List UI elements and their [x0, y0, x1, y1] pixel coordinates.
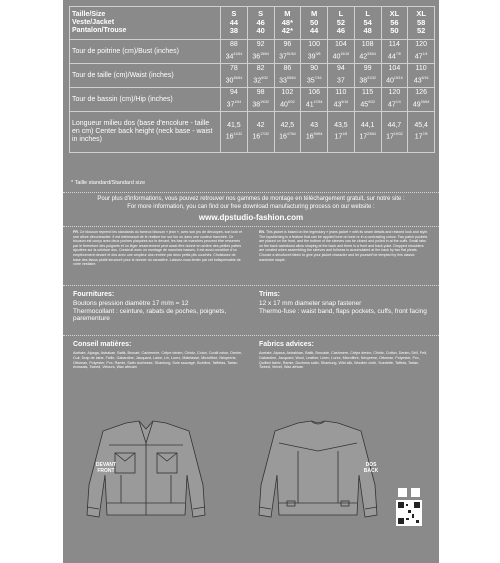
inch-whole: 43	[413, 77, 422, 85]
size-column-header	[274, 7, 301, 40]
info-fr: Pour plus d'informations, vous pouvez retrouver nos gammes de montage en téléchargement gratuit, sur notre site :	[97, 196, 405, 202]
header-label-line: Taille/Size	[72, 11, 106, 18]
cm-value: 78	[229, 65, 238, 73]
measurement-cell	[274, 40, 301, 64]
measurement-cell	[221, 40, 248, 64]
cm-value: 120	[415, 41, 427, 49]
inch-whole: 17	[334, 133, 343, 141]
inch-fraction: 59/64	[313, 132, 323, 137]
inch-whole: 45	[360, 101, 369, 109]
inch-value	[303, 74, 325, 86]
inch-value	[277, 74, 299, 86]
inch-whole: 41	[305, 101, 314, 109]
measurement-label: Tour de bassin (cm)/Hip (inches)	[70, 88, 221, 112]
cm-value: 44,7	[387, 121, 402, 129]
cm-value: 43	[310, 121, 319, 129]
inch-fraction: 33/64	[367, 51, 376, 56]
size-letter: L	[338, 9, 344, 19]
inch-value	[384, 50, 406, 62]
inch-value	[410, 98, 432, 110]
description-fr	[73, 230, 243, 267]
inch-value	[223, 74, 245, 86]
measurement-cell	[221, 112, 248, 153]
measurement-row	[70, 88, 435, 112]
back-caption-en: BACK	[363, 468, 379, 474]
cm-value: 96	[283, 41, 292, 49]
description-fr-text: Ce blouson reprend les standards du fameux blouson « jean », avec son jeu de découpes, son look et une allure décontractée. Il est intéressant de le réaliser ton sur ton ou dans une couleur tranchée. Ce blouson est conçu avec deux poches plaquées sur le devant, les bas de manches peuvent être resserrés par le fermeture des poignets et un léger resserrement peut aussi être donné en arrière des petites pattes ajoutées sur la ceinture dos. Construit avec un montage de manches basses, il est aussi constitué d'un empiècement devant et dos avec une ampleur dos rentrée par deux petits plis couchés. Choisissez de base des tissus plutôt structuré pour le donner du caractère. Laissez-vous tenter par cet indispensable de votre vestiaire.	[73, 230, 243, 267]
inch-whole: 36	[252, 53, 261, 61]
cm-value: 100	[308, 41, 320, 49]
inch-whole: 17	[386, 133, 394, 141]
website-link[interactable]: www.dpstudio-fashion.com	[198, 213, 304, 222]
inch-value	[303, 50, 325, 62]
inch-value	[277, 130, 299, 142]
header-label-line: Veste/Jacket	[72, 19, 115, 26]
qr-code-icon	[398, 488, 407, 497]
cm-value: 110	[415, 65, 427, 73]
inch-fraction: 9/32	[261, 75, 268, 80]
measurement-row	[70, 112, 435, 153]
inch-whole: 42	[359, 53, 368, 61]
inch-whole: 40	[280, 101, 288, 109]
trims-item: 12 x 17 mm diameter snap fastener	[259, 300, 362, 307]
cm-value: 42	[256, 121, 265, 129]
inch-whole: 44	[388, 53, 396, 61]
inch-whole: 47	[388, 101, 396, 109]
cm-value: 126	[415, 89, 427, 97]
trouser-size: 52	[416, 26, 426, 36]
measurement-cell	[301, 112, 328, 153]
inch-fraction: 19/32	[260, 99, 269, 104]
inch-fraction: 9/32	[368, 99, 375, 104]
cm-value: 98	[256, 89, 265, 97]
inch-fraction: 39/64	[420, 99, 430, 104]
cm-value: 94	[229, 89, 238, 97]
cm-value: 94	[336, 65, 345, 73]
cm-value: 102	[281, 89, 294, 97]
inch-fraction: 5/32	[287, 99, 295, 104]
inch-fraction: 17/32	[260, 132, 269, 137]
cm-value: 41,5	[227, 121, 241, 129]
inch-whole: 49	[412, 101, 421, 109]
qr-code-icon	[411, 488, 420, 497]
inch-whole: 37	[226, 101, 235, 109]
inch-value	[330, 130, 352, 142]
inch-fraction: 7/16	[314, 75, 322, 80]
inch-value	[357, 74, 379, 86]
inch-fraction: 1/8	[342, 132, 348, 137]
measurement-cell	[301, 88, 328, 112]
inch-whole: 43	[333, 101, 342, 109]
inch-fraction: 5/16	[341, 99, 349, 104]
cm-value: 43,5	[334, 121, 348, 129]
lang-tag-fr: FR.	[73, 230, 79, 234]
inch-whole: 37	[336, 77, 345, 85]
front-caption-en: FRONT	[97, 468, 115, 474]
measurement-cell	[354, 64, 381, 88]
inch-whole: 16	[225, 133, 234, 141]
measurement-cell	[247, 40, 274, 64]
inch-fraction: 15/64	[260, 51, 269, 56]
qr-code-icon[interactable]	[396, 500, 422, 526]
cm-value: 42,5	[280, 121, 295, 129]
divider	[63, 335, 439, 336]
measurement-cell	[328, 88, 355, 112]
divider	[63, 285, 439, 286]
trouser-size: 44	[309, 26, 319, 36]
cm-value: 110	[335, 89, 347, 97]
inch-whole: 17	[359, 133, 368, 141]
size-letter: L	[365, 9, 370, 19]
jacket-size: 44	[229, 17, 239, 27]
measurement-cell	[274, 112, 301, 153]
size-column-header	[328, 7, 355, 40]
cm-value: 99	[363, 65, 372, 73]
trouser-size: 50	[390, 26, 399, 36]
inch-value	[330, 98, 352, 110]
inch-fraction: 7/8	[395, 51, 401, 56]
measurement-cell	[301, 64, 328, 88]
inch-fraction: 1/64	[234, 99, 242, 104]
inch-value	[223, 98, 245, 110]
trims-text-en	[259, 300, 429, 315]
measurement-cell	[247, 88, 274, 112]
size-column-header	[381, 7, 408, 40]
jacket-size: 56	[390, 17, 399, 27]
measurement-cell	[408, 40, 435, 64]
measurement-cell	[221, 64, 248, 88]
materials-text-en: Acetate, Alpaca, Astrakhan, Batik, Brocade, Cashmere, Crêpe denim, Chintz, Cotton, Denim, Drill, Felt, Gabardine, Jacquard, Wool, Leather, Linen, Lurex, Microfibre, Neoprene, Ottoman, Polyester, Pvc, Quilted fabric, Ramie, Duchess satin, Shantung, Wild silk, Woollen cloth, Suedette, Taffeta, Tartan, Tweed, Velvet, Wax african	[259, 351, 428, 370]
inch-whole: 16	[279, 133, 287, 141]
jacket-size: 54	[363, 17, 372, 27]
materials-title-en: Fabrics advices:	[259, 341, 314, 348]
inch-fraction: 7/8	[422, 132, 428, 137]
measurement-cell	[381, 88, 408, 112]
front-caption-fr: DEVANT	[95, 462, 117, 468]
size-letter: S	[231, 9, 237, 19]
jacket-size: 48*	[281, 17, 293, 27]
trouser-size: 40	[256, 26, 265, 36]
inch-value	[384, 98, 406, 110]
measurement-cell	[247, 112, 274, 153]
inch-whole: 16	[305, 133, 314, 141]
lang-tag-en: EN.	[259, 230, 265, 234]
inch-whole: 37	[279, 53, 287, 61]
supplies-item: Thermocollant : ceinture, rabats de poches, poignets, parementure	[73, 307, 227, 322]
info-en: For more information, you can find our free download manufacturing process on our website :	[127, 203, 375, 210]
inch-whole: 38	[252, 101, 261, 109]
cm-value: 44,1	[360, 121, 375, 129]
download-info	[77, 196, 425, 222]
inch-value	[250, 74, 272, 86]
cm-value: 104	[335, 41, 347, 49]
jacket-size: 52	[336, 17, 346, 27]
trouser-size: 46	[336, 26, 346, 36]
size-letter: S	[258, 9, 264, 19]
standard-size-note: * Taille standard/Standard size	[71, 180, 146, 186]
measurement-cell	[274, 88, 301, 112]
size-letter: M	[311, 9, 318, 19]
measurement-cell	[328, 64, 355, 88]
inch-value	[384, 74, 406, 86]
inch-value	[384, 130, 406, 142]
inch-value	[303, 130, 325, 142]
measurement-cell	[354, 40, 381, 64]
size-letter: M	[284, 9, 291, 19]
inch-fraction: 23/64	[367, 132, 376, 137]
inch-value	[410, 50, 432, 62]
size-column-header	[408, 7, 435, 40]
inch-fraction: 3/8	[315, 51, 321, 56]
back-caption-fr: DOS	[365, 462, 377, 468]
inch-value	[277, 98, 299, 110]
measurement-cell	[221, 88, 248, 112]
inch-fraction: 51/64	[286, 51, 296, 56]
size-letter: XL	[389, 9, 400, 19]
inch-whole: 17	[414, 133, 423, 141]
cm-value: 82	[256, 65, 265, 73]
inch-whole: 16	[252, 133, 261, 141]
measurement-cell	[408, 64, 435, 88]
front-caption	[81, 462, 131, 474]
inch-whole: 35	[306, 77, 315, 85]
back-caption	[351, 462, 391, 474]
size-column-header	[301, 7, 328, 40]
measurement-label: Longueur milieu dos (base d'encolure - taille en cm) Center back height (neck base - waist in inches)	[70, 112, 221, 153]
inch-value	[357, 50, 379, 62]
supplies-title-fr: Fournitures:	[73, 291, 115, 298]
measurement-cell	[354, 112, 381, 153]
trouser-size: 48	[363, 26, 372, 36]
measurement-cell	[408, 88, 435, 112]
inch-whole: 40	[386, 77, 394, 85]
size-chart-table	[69, 6, 435, 153]
inch-fraction: 47/64	[286, 132, 296, 137]
inch-value	[330, 50, 352, 62]
cm-value: 90	[310, 65, 319, 73]
trims-item: Thermo-fuse : waist band, flaps pockets, cuffs, front facing	[259, 307, 427, 315]
inch-value	[250, 130, 272, 142]
measurement-cell	[247, 64, 274, 88]
materials-text-fr: Acétate, Alpaga, Astrakan, Batik, Brocart, Cachemire, Crêpe denim, Chintz, Coton, Coutil coton, Denim, Cuir, Drap de laine, Faille, Gabardine, Jacquard, Laine, Lin, Lurex, Matelassé, Microfibre, Néoprène, Ottoman, Polyester, Pvc, Ramie, Satin duchesse, Shantung, Soie sauvage, Suédine, Taffetas, Tartan écossais, Tweed, Velours, Wax africain	[73, 351, 243, 370]
cm-value: 45,4	[414, 121, 428, 129]
inch-fraction: 41/64	[233, 51, 243, 56]
measurement-label: Tour de poitrine (cm)/Bust (inches)	[70, 40, 221, 64]
header-label-line: Pantalon/Trouse	[72, 27, 127, 34]
size-letter: XL	[416, 9, 426, 19]
inch-value	[250, 50, 272, 62]
inch-fraction: 45/64	[233, 75, 243, 80]
cm-value: 86	[283, 65, 292, 73]
inch-whole: 33	[279, 77, 287, 85]
inch-fraction: 1/4	[422, 51, 428, 56]
inch-fraction: 11/32	[233, 132, 243, 137]
measurement-row	[70, 64, 435, 88]
cm-value: 104	[388, 65, 401, 73]
supplies-item: Boutons pression diamètre 17 m/m = 12	[73, 300, 189, 307]
inch-whole: 38	[359, 77, 368, 85]
inch-whole: 34	[225, 53, 234, 61]
cm-value: 108	[361, 41, 374, 49]
measurement-cell	[301, 40, 328, 64]
materials-title-fr: Conseil matières:	[73, 341, 132, 348]
inch-fraction: 1/4	[395, 99, 401, 104]
inch-value	[303, 98, 325, 110]
inch-fraction: 5/16	[421, 75, 429, 80]
measurement-cell	[354, 88, 381, 112]
measurement-cell	[381, 64, 408, 88]
measurement-cell	[328, 112, 355, 153]
inch-value	[410, 74, 432, 86]
cm-value: 106	[308, 89, 320, 97]
cm-value: 88	[229, 41, 238, 49]
inch-fraction: 19/32	[393, 132, 403, 137]
inch-fraction: 15/16	[340, 51, 350, 56]
cm-value: 120	[388, 89, 401, 97]
description-en-text: This jacket is based on the legendary « jeans jacket » with its seam details and relaxed look and style. The topstitching is a feature that can be applied tone on tone or in a contrasting colour. Two patch pockets are placed on the front, and the bottom of the sleeves can be closed and pulled in at the cuffs. Small tabs on the back waistband allow shaping at the back and there is a front and back yoke. Dropped shoulders are created when assembling the sleeves and fullness is accumulated at the back by two flat pleats. Choose a structured fabric to give your jacket character and let yourself be tempted by this classic wardrobe staple.	[259, 230, 429, 262]
measurement-label: Tour de taille (cm)/Waist (inches)	[70, 64, 221, 88]
inch-whole: 40	[332, 53, 341, 61]
inch-whole: 39	[307, 53, 316, 61]
supplies-text-fr	[73, 300, 243, 323]
inch-value	[357, 130, 379, 142]
trouser-size: 42*	[281, 26, 293, 36]
measurement-cell	[328, 40, 355, 64]
jacket-size: 50	[309, 17, 319, 27]
inch-whole: 30	[225, 77, 234, 85]
inch-fraction: 47/64	[313, 99, 323, 104]
measurement-cell	[381, 112, 408, 153]
measurement-cell	[274, 64, 301, 88]
cm-value: 92	[256, 41, 265, 49]
inch-value	[357, 98, 379, 110]
measurement-cell	[408, 112, 435, 153]
inch-whole: 32	[253, 77, 262, 85]
trims-title-en: Trims:	[259, 291, 281, 298]
divider	[63, 226, 439, 227]
inch-fraction: 55/64	[286, 75, 296, 80]
pattern-info-sheet	[63, 0, 439, 563]
size-column-header	[221, 7, 248, 40]
trouser-size: 38	[229, 26, 239, 36]
inch-value	[250, 98, 272, 110]
inch-value	[330, 74, 352, 86]
inch-value	[223, 50, 245, 62]
cm-value: 114	[388, 41, 400, 49]
measurement-row	[70, 40, 435, 64]
measurement-cell	[381, 40, 408, 64]
description-en	[259, 230, 429, 262]
jacket-size: 46	[256, 17, 265, 27]
size-column-header	[247, 7, 274, 40]
inch-value	[223, 130, 245, 142]
inch-value	[410, 130, 432, 142]
inch-fraction: 15/16	[393, 75, 403, 80]
size-column-header	[354, 7, 381, 40]
inch-fraction: 31/32	[367, 75, 376, 80]
divider	[63, 192, 439, 193]
size-header-label	[70, 7, 221, 40]
cm-value: 115	[362, 89, 374, 97]
inch-value	[277, 50, 299, 62]
inch-whole: 47	[414, 53, 423, 61]
jacket-size: 58	[416, 17, 426, 27]
